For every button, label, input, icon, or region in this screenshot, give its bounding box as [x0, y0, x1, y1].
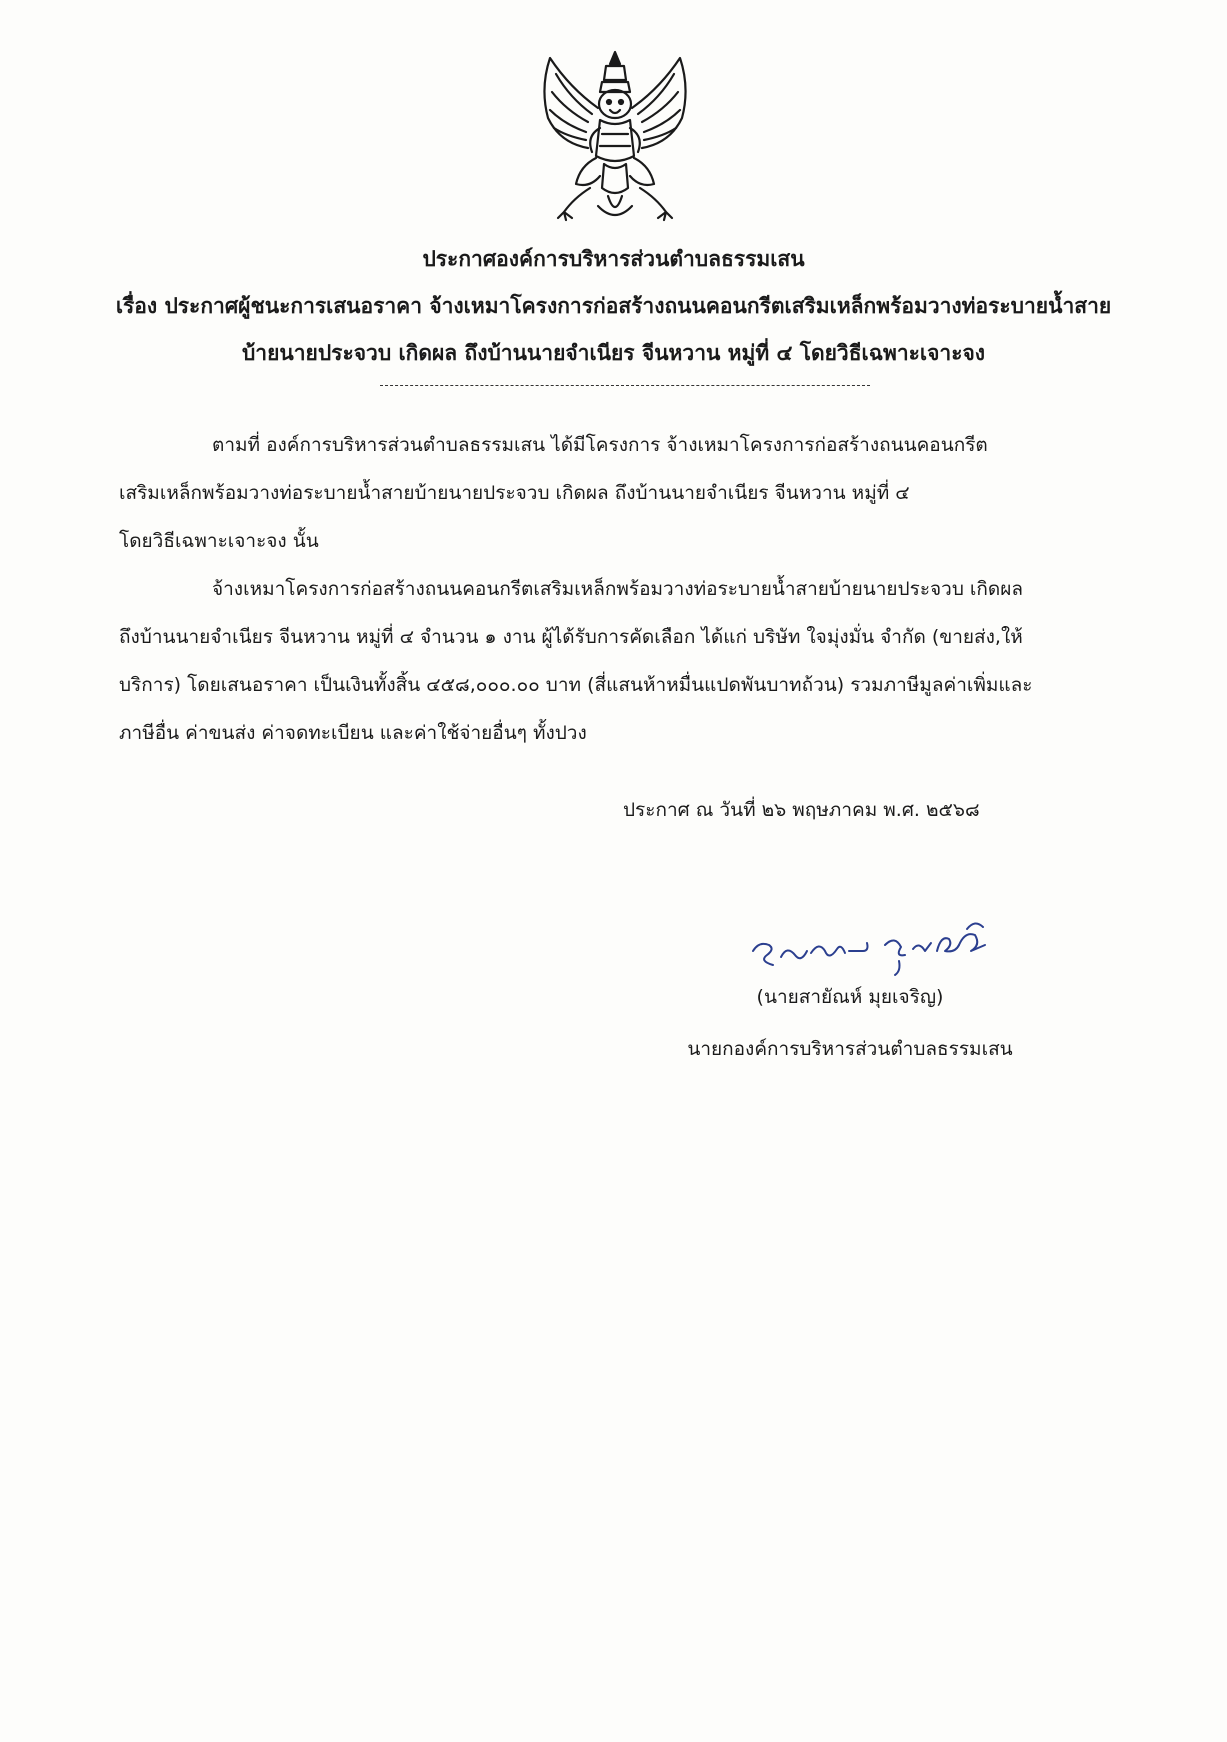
subject-line-1: เรื่อง ประกาศผู้ชนะการเสนอราคา จ้างเหมาโครงการก่อสร้างถนนคอนกรีตเสริมเหล็กพร้อมวางท่อระบายน้ำสาย: [115, 294, 1112, 318]
announcement-date: ประกาศ ณ วันที่ ๒๖ พฤษภาคม พ.ศ. ๒๕๖๘: [623, 799, 980, 821]
signatory-name: (นายสายัณห์ มุยเจริญ): [756, 986, 944, 1008]
paragraph-2-line-3: บริการ) โดยเสนอราคา เป็นเงินทั้งสิ้น ๔๕๘,๐๐๐.๐๐ บาท (สี่แสนห้าหมื่นแปดพันบาทถ้วน) รวมภาษีมูลค่าเพิ่มและ: [119, 674, 1033, 696]
handwritten-signature: [745, 905, 995, 980]
paragraph-2-line-4: ภาษีอื่น ค่าขนส่ง ค่าจดทะเบียน และค่าใช้จ่ายอื่นๆ ทั้งปวง: [119, 722, 587, 744]
paragraph-1-line-2: เสริมเหล็กพร้อมวางท่อระบายน้ำสายบ้ายนายประจวบ เกิดผล ถึงบ้านนายจำเนียร จีนหวาน หมู่ที่ ๔: [119, 482, 910, 504]
garuda-emblem-icon: [530, 48, 700, 226]
paragraph-2-line-2: ถึงบ้านนายจำเนียร จีนหวาน หมู่ที่ ๔ จำนวน ๑ งาน ผู้ได้รับการคัดเลือก ได้แก่ บริษัท ใจมุ่งมั่น จำกัด (ขายส่ง,ให้: [119, 626, 1023, 648]
subject-line-2: บ้ายนายประจวบ เกิดผล ถึงบ้านนายจำเนียร จีนหวาน หมู่ที่ ๔ โดยวิธีเฉพาะเจาะจง: [241, 341, 986, 365]
paragraph-1-line-3: โดยวิธีเฉพาะเจาะจง นั้น: [119, 530, 319, 552]
divider: [380, 385, 870, 386]
paragraph-2-line-1: จ้างเหมาโครงการก่อสร้างถนนคอนกรีตเสริมเหล็กพร้อมวางท่อระบายน้ำสายบ้ายนายประจวบ เกิดผล: [212, 578, 1024, 600]
paragraph-1-line-1: ตามที่ องค์การบริหารส่วนตำบลธรรมเสน ได้มีโครงการ จ้างเหมาโครงการก่อสร้างถนนคอนกรีต: [212, 434, 988, 456]
signatory-position: นายกองค์การบริหารส่วนตำบลธรรมเสน: [687, 1038, 1013, 1060]
announcement-title: ประกาศองค์การบริหารส่วนตำบลธรรมเสน: [422, 247, 805, 271]
